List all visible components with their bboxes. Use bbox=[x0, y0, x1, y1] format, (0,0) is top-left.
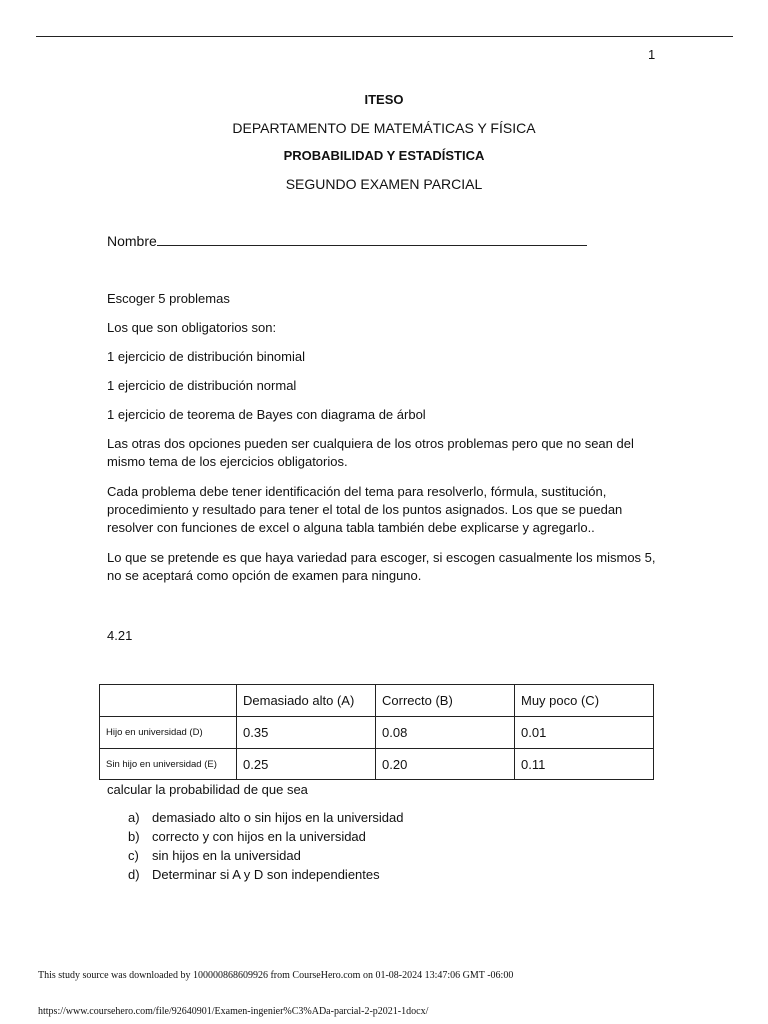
download-note: This study source was downloaded by 100000868609926 from CourseHero.com on 01-08-2024 13:47:06 GMT -06:00 bbox=[38, 970, 514, 981]
source-url[interactable]: https://www.coursehero.com/file/92640901/Examen-ingenier%C3%ADa-parcial-2-p2021-1docx/ bbox=[38, 1006, 429, 1017]
instruction-bayes: 1 ejercicio de teorema de Bayes con diagrama de árbol bbox=[107, 407, 426, 422]
institution-title: ITESO bbox=[364, 92, 404, 107]
question-intro: calcular la probabilidad de que sea bbox=[107, 782, 308, 797]
list-item-letter: a) bbox=[128, 810, 140, 825]
instruction-other-options: Las otras dos opciones pueden ser cualquiera de los otros problemas pero que no sean del mismo tema de los ejercicios obligatorios. bbox=[107, 436, 634, 469]
list-item-letter: b) bbox=[128, 829, 140, 844]
probability-table bbox=[99, 684, 654, 780]
question-list bbox=[128, 808, 404, 884]
table-header-cell bbox=[100, 685, 237, 717]
list-item bbox=[128, 808, 404, 827]
instruction-mandatory: Los que son obligatorios son: bbox=[107, 320, 277, 335]
table-cell: 0.20 bbox=[376, 749, 515, 780]
table-header-cell: Demasiado alto (A) bbox=[237, 685, 376, 717]
name-field bbox=[107, 231, 587, 249]
table-header-row bbox=[100, 685, 654, 717]
list-item-text: demasiado alto o sin hijos en la universidad bbox=[152, 810, 404, 825]
table-row-label: Hijo en universidad (D) bbox=[100, 717, 237, 749]
list-item-text: correcto y con hijos en la universidad bbox=[152, 829, 366, 844]
list-item-text: Determinar si A y D son independientes bbox=[152, 867, 380, 882]
department-title: DEPARTAMENTO DE MATEMÁTICAS Y FÍSICA bbox=[232, 120, 536, 136]
problem-number: 4.21 bbox=[107, 628, 133, 643]
table-cell: 0.11 bbox=[515, 749, 654, 780]
table-cell: 0.08 bbox=[376, 717, 515, 749]
list-item bbox=[128, 827, 404, 846]
list-item bbox=[128, 846, 404, 865]
table-header-cell: Muy poco (C) bbox=[515, 685, 654, 717]
list-item bbox=[128, 865, 404, 884]
list-item-text: sin hijos en la universidad bbox=[152, 848, 301, 863]
instruction-choose: Escoger 5 problemas bbox=[107, 291, 230, 306]
instruction-binomial: 1 ejercicio de distribución binomial bbox=[107, 349, 305, 364]
table-cell: 0.25 bbox=[237, 749, 376, 780]
table-cell: 0.01 bbox=[515, 717, 654, 749]
list-item-letter: c) bbox=[128, 848, 139, 863]
page-number: 1 bbox=[648, 47, 656, 62]
instruction-variety: Lo que se pretende es que haya variedad para escoger, si escogen casualmente los mismos 5, no se aceptará como opción de examen para ninguno. bbox=[107, 550, 656, 583]
instruction-normal: 1 ejercicio de distribución normal bbox=[107, 378, 297, 393]
table-header-cell: Correcto (B) bbox=[376, 685, 515, 717]
table-row bbox=[100, 717, 654, 749]
instruction-grading: Cada problema debe tener identificación del tema para resolverlo, fórmula, sustitución, procedimiento y resultado para tener el total de los puntos asignados. Los que se puedan resolver con funciones de excel o alguna tabla también debe explicarse y agregarlo.. bbox=[107, 484, 623, 535]
table-row bbox=[100, 749, 654, 780]
table-row-label: Sin hijo en universidad (E) bbox=[100, 749, 237, 780]
top-rule bbox=[36, 36, 733, 37]
list-item-letter: d) bbox=[128, 867, 140, 882]
table-cell: 0.35 bbox=[237, 717, 376, 749]
name-blank-line bbox=[157, 231, 587, 246]
name-label: Nombre bbox=[107, 233, 157, 249]
exam-title: SEGUNDO EXAMEN PARCIAL bbox=[285, 176, 483, 192]
course-title: PROBABILIDAD Y ESTADÍSTICA bbox=[283, 148, 485, 163]
